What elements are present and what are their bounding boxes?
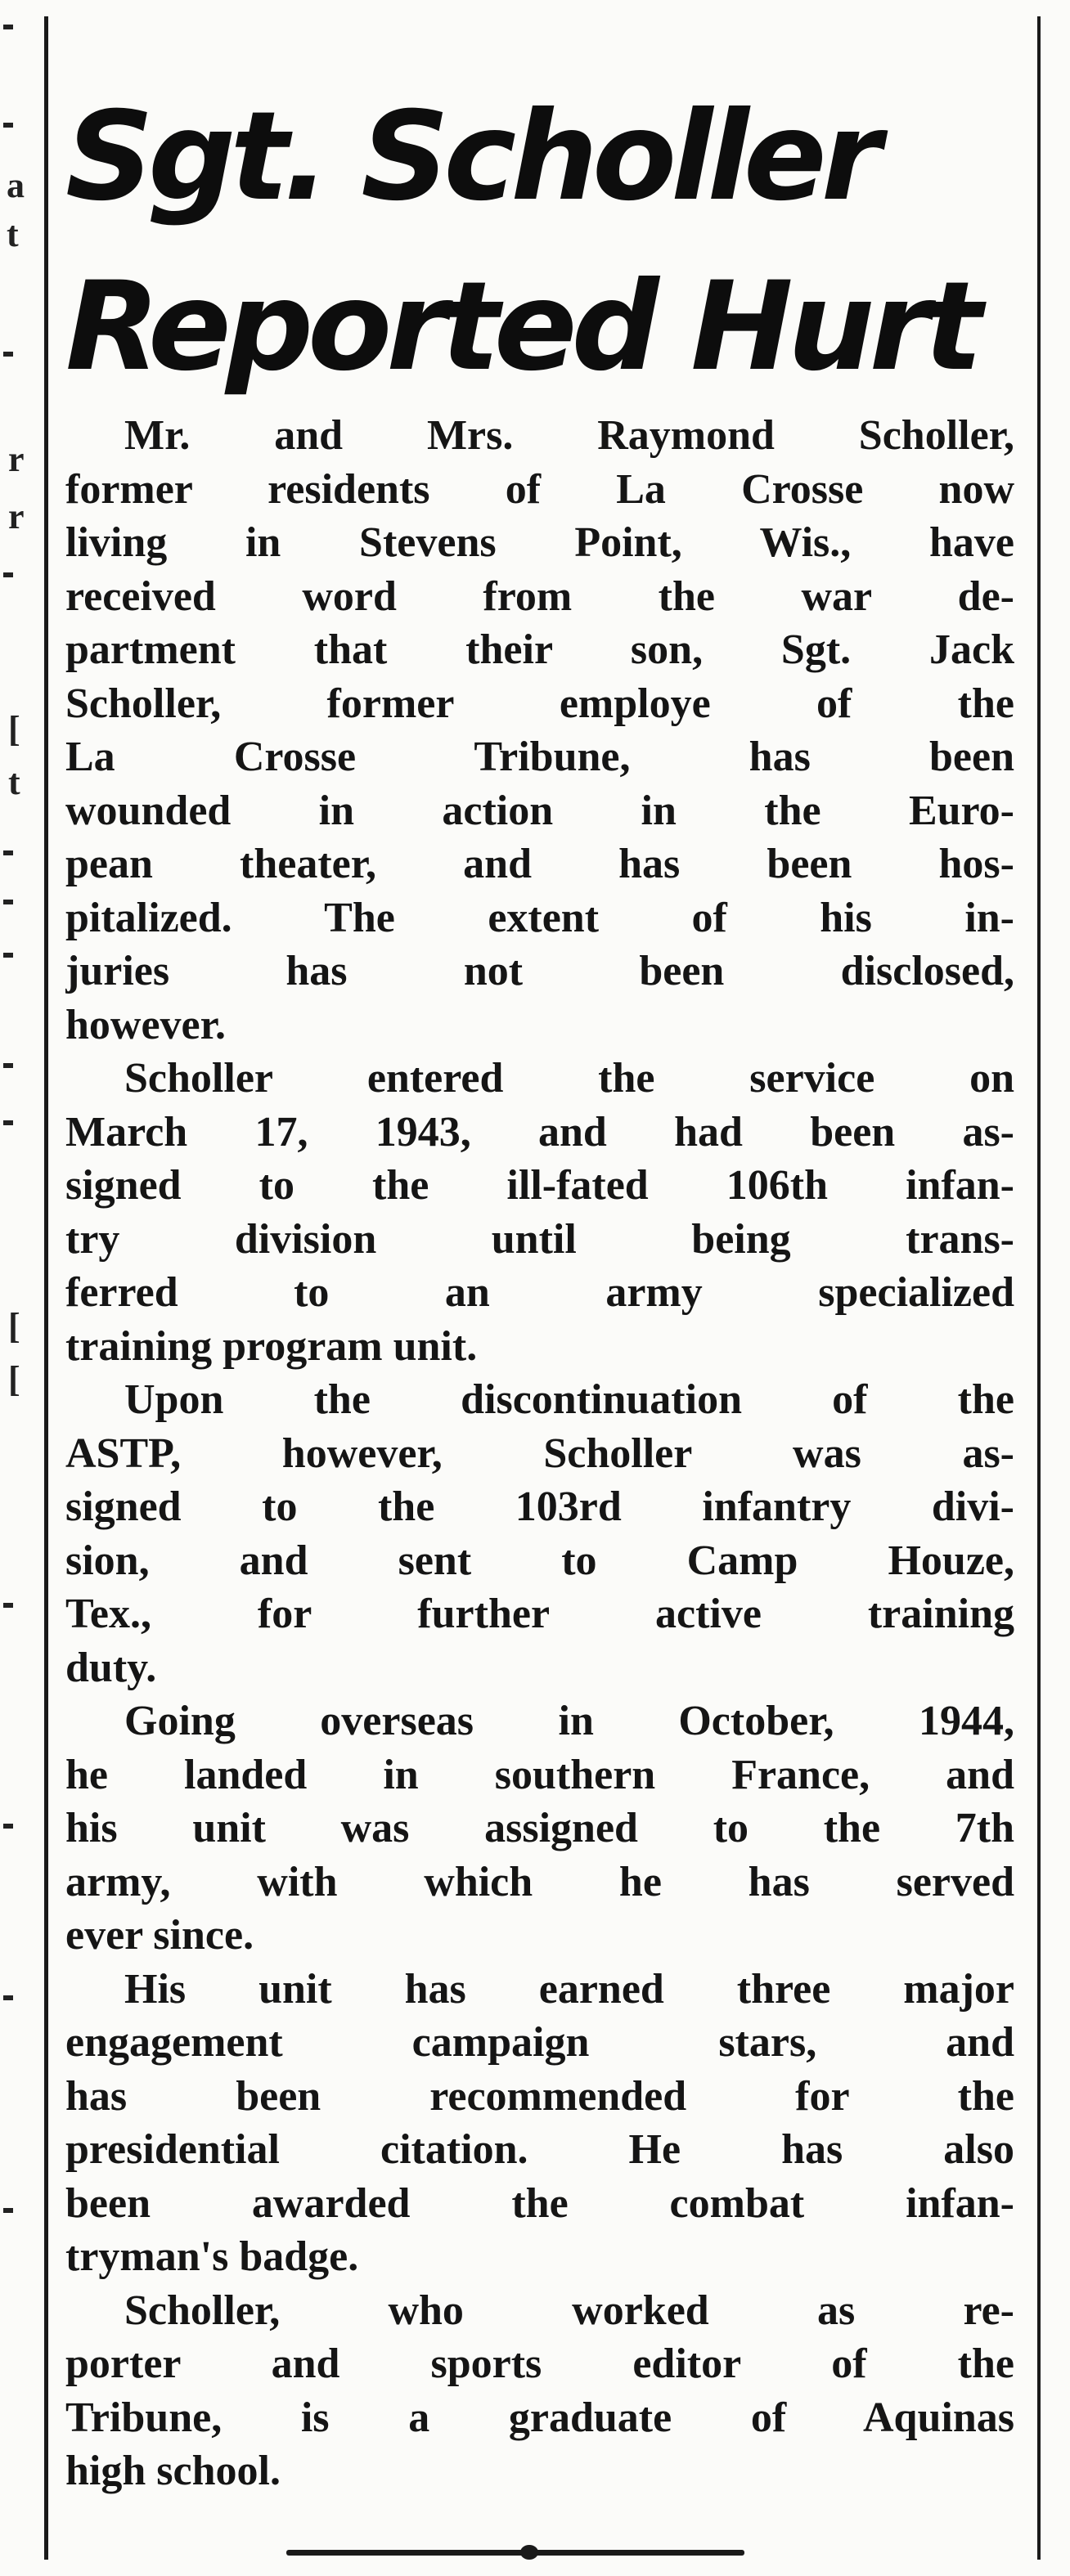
paragraph-line: duty. xyxy=(65,1644,157,1691)
paragraph-line: he landed in southern France, and xyxy=(65,1751,1014,1798)
article-paragraph xyxy=(65,409,1014,1052)
article-paragraph xyxy=(65,1373,1014,1694)
gutter-dash xyxy=(3,1063,13,1068)
article-paragraph xyxy=(65,2284,1014,2498)
paragraph-line: Scholler, former employe of the xyxy=(65,680,1014,727)
paragraph-line: ferred to an army specialized xyxy=(65,1269,1014,1316)
paragraph-line: Upon the discontinuation of the xyxy=(124,1376,1014,1423)
paragraph-line: try division until being trans- xyxy=(65,1215,1014,1263)
paragraph-line: Scholler, who worked as re- xyxy=(124,2287,1014,2334)
gutter-dash xyxy=(3,850,13,855)
article-paragraph xyxy=(65,1052,1014,1373)
gutter-dash xyxy=(3,1120,13,1125)
gutter-glyph: [ xyxy=(8,1306,20,1346)
paragraph-line: wounded in action in the Euro- xyxy=(65,787,1014,834)
paragraph-line: living in Stevens Point, Wis., have xyxy=(65,519,1014,566)
paragraph-line: however. xyxy=(65,1001,226,1048)
paragraph-line: ASTP, however, Scholler was as- xyxy=(65,1429,1014,1477)
gutter-dash xyxy=(3,900,13,904)
gutter-dash xyxy=(3,123,13,128)
gutter-glyph: t xyxy=(7,214,19,254)
paragraph-line: former residents of La Crosse now xyxy=(65,465,1014,513)
neighbor-column-fragments xyxy=(0,0,43,2576)
paragraph-line: Scholler entered the service on xyxy=(124,1055,1014,1102)
paragraph-line: juries has not been disclosed, xyxy=(65,948,1014,994)
gutter-glyph: [ xyxy=(8,1359,20,1399)
paragraph-line: partment that their son, Sgt. Jack xyxy=(65,626,1014,673)
paragraph-line: high school. xyxy=(65,2448,281,2494)
paragraph-line: porter and sports editor of the xyxy=(65,2340,1014,2387)
paragraph-line: his unit was assigned to the 7th xyxy=(65,1805,1014,1851)
gutter-dash xyxy=(3,1995,13,2000)
paragraph-line: received word from the war de- xyxy=(65,572,1014,620)
bottom-rule-ornament xyxy=(520,2545,538,2560)
paragraph-line: has been recommended for the xyxy=(65,2072,1014,2120)
article-paragraph xyxy=(65,1963,1014,2284)
paragraph-line: presidential citation. He has also xyxy=(65,2126,1014,2173)
paragraph-line: pean theater, and has been hos- xyxy=(65,841,1014,887)
bottom-rule xyxy=(286,2550,744,2556)
paragraph-line: engagement campaign stars, and xyxy=(65,2019,1014,2066)
left-column-rule xyxy=(44,16,48,2560)
paragraph-line: La Crosse Tribune, has been xyxy=(65,734,1014,780)
headline-line-2: Reported Hurt xyxy=(65,256,978,398)
paragraph-line: signed to the ill-fated 106th infan- xyxy=(65,1162,1014,1209)
paragraph-line: March 17, 1943, and had been as- xyxy=(65,1108,1014,1156)
gutter-glyph: [ xyxy=(8,709,20,749)
paragraph-line: pitalized. The extent of his in- xyxy=(65,894,1014,941)
gutter-dash xyxy=(3,1603,13,1608)
gutter-glyph: t xyxy=(8,762,20,802)
paragraph-line: army, with which he has served xyxy=(65,1858,1014,1905)
paragraph-line: Mr. and Mrs. Raymond Scholler, xyxy=(124,412,1014,459)
headline-line-1: Sgt. Scholler xyxy=(65,86,876,228)
article-paragraph xyxy=(65,1694,1014,1963)
paragraph-line: been awarded the combat infan- xyxy=(65,2179,1014,2227)
gutter-glyph: a xyxy=(7,165,25,205)
gutter-dash xyxy=(3,352,13,357)
paragraph-line: ever since. xyxy=(65,1912,254,1959)
article-body xyxy=(65,409,1014,2498)
gutter-glyph: r xyxy=(8,496,25,536)
gutter-dash xyxy=(3,1824,13,1829)
paragraph-line: Tex., for further active training xyxy=(65,1591,1014,1637)
gutter-dash xyxy=(3,2208,13,2213)
paragraph-line: signed to the 103rd infantry divi- xyxy=(65,1483,1014,1530)
gutter-dash xyxy=(3,572,13,577)
paragraph-line: Going overseas in October, 1944, xyxy=(124,1698,1014,1744)
paragraph-line: His unit has earned three major xyxy=(124,1965,1014,2013)
right-column-rule xyxy=(1037,16,1041,2560)
paragraph-line: tryman's badge. xyxy=(65,2233,359,2280)
headline xyxy=(65,72,1023,412)
gutter-dash xyxy=(3,25,13,29)
gutter-glyph: r xyxy=(8,439,25,479)
paragraph-line: sion, and sent to Camp Houze, xyxy=(65,1537,1014,1584)
paragraph-line: training program unit. xyxy=(65,1322,478,1370)
gutter-dash xyxy=(3,953,13,958)
paragraph-line: Tribune, is a graduate of Aquinas xyxy=(65,2394,1014,2441)
